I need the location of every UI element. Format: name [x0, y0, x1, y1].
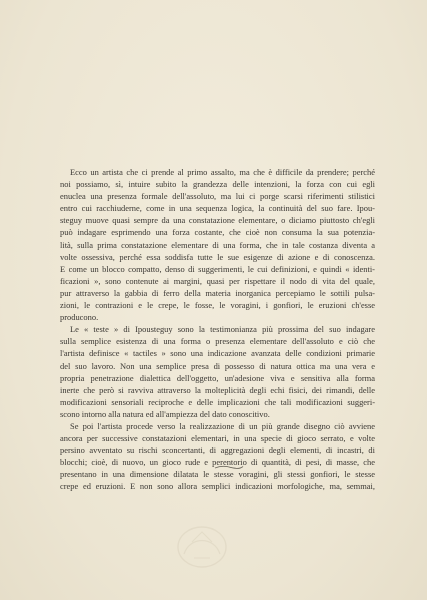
- text-line: noi possiamo, sì, intuire subito la grandezza delle intenzioni, la forza con cui egli: [60, 179, 375, 190]
- text-line: scono intorno alla natura ed all'ampiezza del dato conoscitivo.: [60, 408, 270, 419]
- text-line: presentano in una dimensione dilatata le stesse voragini, gli stessi gonfiori, le stesse: [60, 469, 375, 480]
- text-line: ancora per successive constatazioni elementari, in una specie di gioco serrato, e volte: [60, 433, 375, 444]
- text-line: del suo lavoro. Non una semplice presa di possesso di natura ottica ma una vera e: [60, 360, 375, 371]
- text-line: E come un blocco compatto, denso di suggerimenti, le cui definizioni, e quindi « identi-: [60, 263, 375, 274]
- text-line: l'artista definisce « tactiles » sono una indicazione avanzata delle condizioni primarie: [60, 348, 375, 359]
- text-line: persino avventato su rischi sconcertanti, di aggregazioni degli elementi, di incastri, di: [60, 445, 375, 456]
- text-line: pur attraverso la gabbia di ferro della materia inorganica percepiamo le sottili pulsa-: [60, 287, 375, 298]
- text-line: Ecco un artista che ci prende al primo assalto, ma che è difficile da prendere; perché: [70, 167, 375, 177]
- text-line: enuclea una presenza formale dell'assoluto, ma lui ci porge scarsi riferimenti stilistici: [60, 191, 375, 202]
- swash-ornament-icon: [214, 458, 244, 466]
- text-line: producono.: [60, 312, 99, 323]
- text-line: entro cui racchiuderne, come in una sequenza logica, la continuità del suo fare. Ipou-: [60, 203, 375, 214]
- text-line: propria penetrazione dialettica dell'oggetto, un'adesione viva e sensitiva alla forma: [60, 372, 375, 383]
- embossed-emblem-icon: [172, 522, 232, 572]
- text-line: inerte che però si ravviva attraverso la molteplicità degli echi fisici, dei rimandi, delle: [60, 384, 375, 395]
- paragraph-1: [60, 166, 375, 323]
- text-line: zioni, le contrazioni e le crepe, le fosse, le voragini, i gonfiori, le eruzioni ch'esse: [60, 300, 375, 311]
- text-line: sulla semplice esistenza di una forma o presenza elementare dell'assoluto e ciò che: [60, 336, 375, 347]
- text-line: Se poi l'artista procede verso la realizzazione di un più grande disegno ciò avviene: [70, 420, 375, 431]
- text-line: modificazioni sensoriali reciproche e delle implicazioni che tali modificazioni suggeri-: [60, 396, 375, 407]
- text-line: ficazioni », sono contenute ai margini, quasi per rispettare il nodo di vita del quale,: [60, 275, 375, 286]
- paragraph-3: [60, 420, 375, 493]
- text-line: Le « teste » di Ipousteguy sono la testimonianza più prossima del suo indagare: [70, 324, 375, 335]
- text-line: volte ossessiva, perché essa soddisfa tutte le sue esigenze di azione e di conoscenza.: [60, 251, 375, 262]
- body-text: [60, 166, 375, 493]
- text-line: può indagare esprimendo una forza costante, che cioè non consuma la sua potenzia-: [60, 227, 375, 238]
- paragraph-2: [60, 323, 375, 420]
- text-line: lità, sulla prima constatazione elementare di una forma, che in tale costanza diventa a: [60, 239, 375, 250]
- text-line: blocchi; cioè, di nuovo, un gioco rude e perentorio di quantità, di pesi, di masse, che: [60, 457, 375, 468]
- text-line: steguy muove quasi sempre da una constatazione elementare, o diciamo piuttosto ch'egli: [60, 215, 375, 226]
- text-line: crepe ed eruzioni. E non sono allora semplici indicazioni morfologiche, ma, semmai,: [60, 481, 375, 492]
